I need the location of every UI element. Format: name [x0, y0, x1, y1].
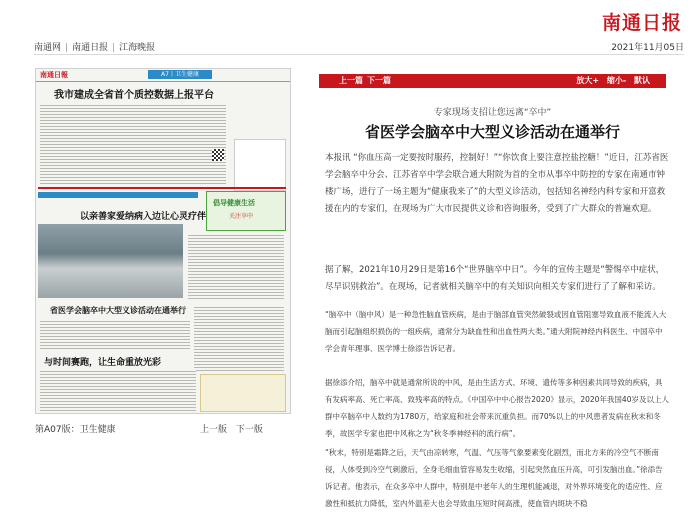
- article-paragraph-2: 据了解，2021年10月29日是第16个“世界脑卒中日”。今年的宣传主题是“警惕卒中症状，尽早识别救治”。在现场，记者就相关脑卒中的有关知识向相关专家们进行了了解和采访。: [325, 265, 665, 292]
- thumb-headline-4[interactable]: 与时间赛跑，让生命重放光彩: [44, 358, 162, 368]
- thumb-text-block: [194, 305, 284, 371]
- issue-date: 2021年11月05日: [611, 43, 684, 53]
- header-divider: [34, 54, 684, 55]
- prev-article-button[interactable]: 上一篇: [339, 76, 363, 85]
- zoom-out-button[interactable]: 缩小-: [606, 76, 627, 85]
- qr-code-icon: [212, 149, 224, 161]
- thumb-headline-2[interactable]: 以亲善家爱纳病入边让心灵疗伴: [80, 212, 207, 222]
- nav-link-nantong-net[interactable]: 南通网: [34, 43, 62, 53]
- thumb-divider: [38, 187, 286, 189]
- thumb-headline-1[interactable]: 我市建成全省首个质控数据上报平台: [54, 90, 214, 101]
- thumb-logo: 南通日報: [40, 71, 68, 79]
- thumb-section-label: A7丨卫生健康: [148, 70, 212, 79]
- article-paragraph-4: 据徐添介绍，脑卒中就是通常所说的中风，是由生活方式、环境、遗传等多种因素共同导致的疾病，具有发病率高、死亡率高、致残率高的特点。《中国卒中中心报告2020》显示，2020年我国40岁及以上人群中卒脑卒中人数约为1780万，给家庭和社会带来沉重负担。而70%以上的中风患者发病在秋末和冬季，故医学专家也把中风称之为“秋冬季神经科的流行病”。: [325, 378, 669, 438]
- next-article-button[interactable]: 下一篇: [367, 76, 391, 85]
- page-nav: [200, 422, 269, 435]
- green-box-sub: 关注卒中: [229, 213, 254, 220]
- site-nav: [34, 40, 159, 53]
- next-page-link[interactable]: 下一版: [235, 425, 263, 435]
- font-size-tools: [571, 75, 650, 86]
- article-toolbar: [319, 74, 666, 88]
- thumb-bottom-ad: [200, 374, 286, 412]
- nav-link-nantong-daily[interactable]: 南通日报: [72, 43, 109, 53]
- article-paragraph-5: “秋末，特别是霜降之后，天气由凉转寒，气温、气压等气象要素变化剧烈，而北方来的冷空气不断南侵，人体受到冷空气刺激后，全身毛细血管容易发生收缩，引起突然血压升高，可引发脑出血。”徐添告诉记者。他表示，在众多卒中人群中，特别是中老年人的生理机能减退，对外界环境变化的适应性、应激性和抵抗力降低，室内外温差大也会导致血压短时间高涨，使血管内斑块不稳: [325, 448, 663, 508]
- top-bar: [0, 0, 700, 38]
- thumb-text-block: [40, 369, 196, 411]
- thumb-text-block: [188, 233, 284, 299]
- nav-separator: |: [65, 43, 69, 53]
- nav-separator: |: [112, 43, 116, 53]
- thumb-ad-block: [234, 139, 286, 191]
- article-paragraph-1: 本报讯 “你血压高一定要按时服药，控制好！”“你饮食上要注意控盐控糖！”近日，江苏省医学会脑卒中分会、江苏省卒中学会联合通大附院为首的全市从事卒中防控的专家在南通市钟楼广场，进行了一场主题为“健康我来了”的大型义诊活动，包括知名神经内科专家和开富救援在内的专家们，在现场为广大市民提供义诊和咨询服务，受到了广大群众的普遍欢迎。: [325, 153, 669, 214]
- thumb-group-photo: [38, 224, 183, 298]
- article-subtitle: 专家现场支招让您远离“卒中”: [433, 108, 552, 118]
- thumb-text-block: [40, 103, 226, 185]
- page-label: 第A07版：卫生健康: [35, 425, 116, 435]
- thumb-blue-banner: [38, 192, 198, 198]
- page-thumbnail[interactable]: [35, 68, 291, 414]
- thumb-text-block: [40, 319, 190, 351]
- newspaper-logo[interactable]: 南通日报: [601, 12, 682, 34]
- thumb-masthead: [36, 69, 290, 82]
- nav-link-jianghai-evening[interactable]: 江海晚报: [119, 43, 156, 53]
- thumb-green-box: [206, 191, 286, 231]
- zoom-in-button[interactable]: 放大+: [576, 76, 600, 85]
- prev-page-link[interactable]: 上一版: [200, 425, 228, 435]
- green-box-title: 倡导健康生活: [213, 199, 255, 207]
- thumb-headline-3[interactable]: 省医学会脑卒中大型义诊活动在通举行: [50, 306, 186, 315]
- article-paragraph-3: “脑卒中（脑中风）是一种急性脑血管疾病，是由于脑部血管突然破裂或因血管阻塞导致血液不能流入大脑而引起脑组织损伤的一组疾病，通常分为缺血性和出血性两大类。”通大附院神经内科医生、中国卒中学会青年理事、医学博士徐添告诉记者。: [325, 310, 667, 353]
- article-title: 省医学会脑卒中大型义诊活动在通举行: [364, 123, 620, 141]
- default-size-button[interactable]: 默认: [634, 76, 650, 85]
